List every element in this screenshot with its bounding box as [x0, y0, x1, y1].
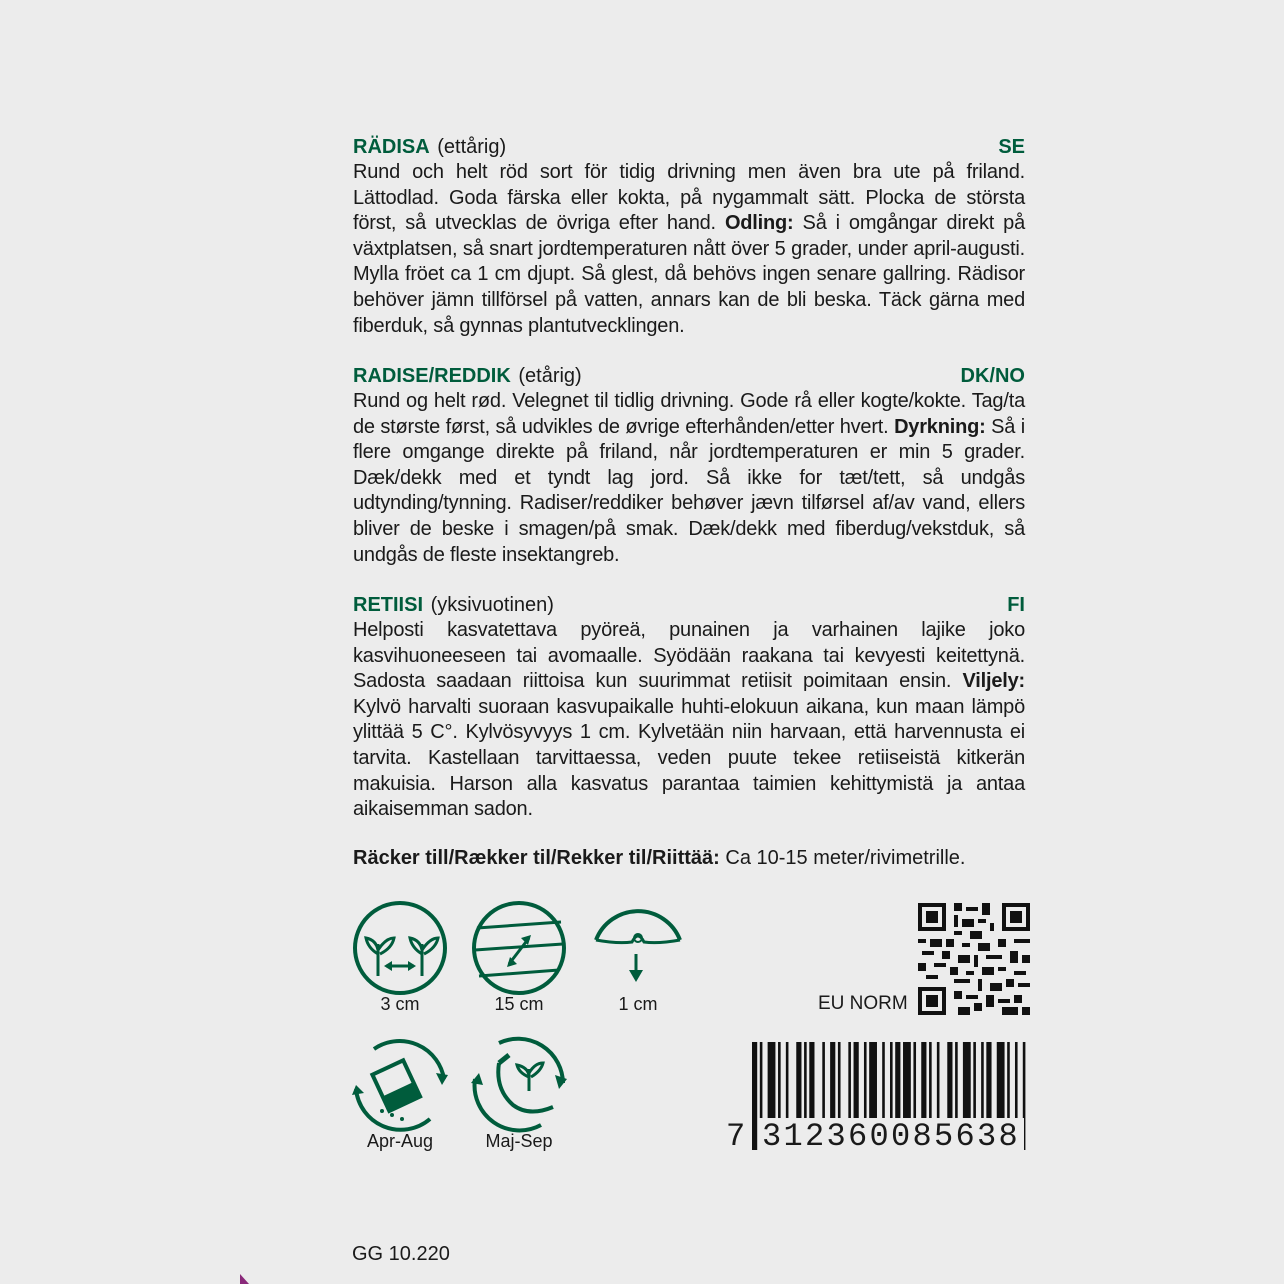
- sowing-time-icon: [350, 1033, 450, 1133]
- section-header: [353, 135, 1025, 160]
- section-subtitle: (yksivuotinen): [430, 594, 554, 616]
- section-body: Rund og helt rød. Velegnet til tidlig drivning. Gode rå eller kogte/kokte. Tag/ta de største først, så udvikles de øvrige efterhånden/etter hvert. Dyrkning: Så i flere omgange direkte på friland, når jordtemperaturen er min 5 grader. Dæk/dekk med et tyndt lag jord. Så ikke for tæt/tett, så undgås udtynding/tynning. Radiser/reddiker behøver jævn tilførsel af/av vand, ellers bliver de beske i smagen/på smak. Dæk/dekk med fiberdug/vekstduk, så undgås de fleste insektangreb.: [353, 390, 1025, 566]
- qr-code: [918, 903, 1030, 1015]
- heading-inline: Viljely:: [962, 670, 1025, 693]
- product-code: GG 10.220: [352, 1243, 450, 1265]
- barcode-first-digit: 7: [726, 1118, 746, 1155]
- row-distance-icon: [469, 898, 569, 998]
- barcode-number: 312360085638: [758, 1118, 1024, 1155]
- section-header: [353, 364, 1025, 389]
- heading-inline: Odling:: [724, 212, 794, 235]
- section-title: RÄDISA: [353, 136, 430, 158]
- section-body: Helposti kasvatettava pyöreä, punainen ja varhainen lajike joko kasvihuoneeseen tai avomaalle. Syödään raakana tai kevyesti keitettynä. Sadosta saadaan riittoisa kun suurimmat retiisit poimitaan ensin. Viljely: Kylvö harvalti suoraan kasvupaikalle huhti-elokuun aikana, kun maan lämpö ylittää 5 C°. Kylvösyvyys 1 cm. Kylvetään niin harvaan, että harvennusta ei tarvita. Kastellaan tarvittaessa, veden puute tekee retiiseistä kitkerän makuisia. Harson alla kasvatus parantaa taimien kehittymistä ja antaa aikaisemman sadon.: [353, 619, 1025, 821]
- sowing-depth-icon: [588, 898, 688, 998]
- barcode-digits: [726, 1118, 1030, 1154]
- section-subtitle: (ettårig): [437, 136, 507, 158]
- depth-label: 1 cm: [618, 994, 658, 1014]
- row-distance-label: 15 cm: [494, 994, 544, 1014]
- section-subtitle: (etårig): [518, 365, 582, 387]
- language-code: DK/NO: [960, 365, 1025, 387]
- corner-mark: [240, 1274, 249, 1284]
- language-code: FI: [1007, 594, 1025, 616]
- section-body: Rund och helt röd sort för tidig drivning men även bra ute på friland. Lättodlad. Goda färska eller kokta, på nygammalt sätt. Plocka de största först, så utvecklas de övriga efter hand. Odling: Så i omgångar direkt på växtplatsen, så snart jordtemperaturen nått över 5 grader, under april-augusti. Mylla fröet ca 1 cm djupt. Så glest, då behövs ingen senare gallring. Rädisor behöver jämn tillförsel på vatten, annars kan de bli beska. Täck gärna med fiberduk, så gynnas plantutvecklingen.: [353, 161, 1025, 337]
- coverage-line: [353, 846, 965, 871]
- eu-norm-label: EU NORM: [818, 993, 908, 1014]
- section-title: RETIISI: [353, 594, 424, 616]
- harvest-time-label: Maj-Sep: [485, 1131, 553, 1151]
- section-fi: [353, 593, 1025, 823]
- coverage-value: Ca 10-15 meter/rivimetrille.: [719, 847, 966, 869]
- coverage-label: Räcker till/Rækker til/Rekker til/Riittää:: [353, 847, 720, 869]
- plant-spacing-icon: [350, 898, 450, 998]
- heading-inline: Dyrkning:: [894, 415, 986, 438]
- section-dk-no: [353, 364, 1025, 568]
- spacing-label: 3 cm: [380, 994, 420, 1014]
- section-se: [353, 135, 1025, 339]
- harvest-time-icon: [469, 1033, 569, 1133]
- section-header: [353, 593, 1025, 618]
- sowing-time-label: Apr-Aug: [366, 1131, 434, 1151]
- language-code: SE: [998, 136, 1025, 158]
- section-title: RADISE/REDDIK: [353, 365, 511, 387]
